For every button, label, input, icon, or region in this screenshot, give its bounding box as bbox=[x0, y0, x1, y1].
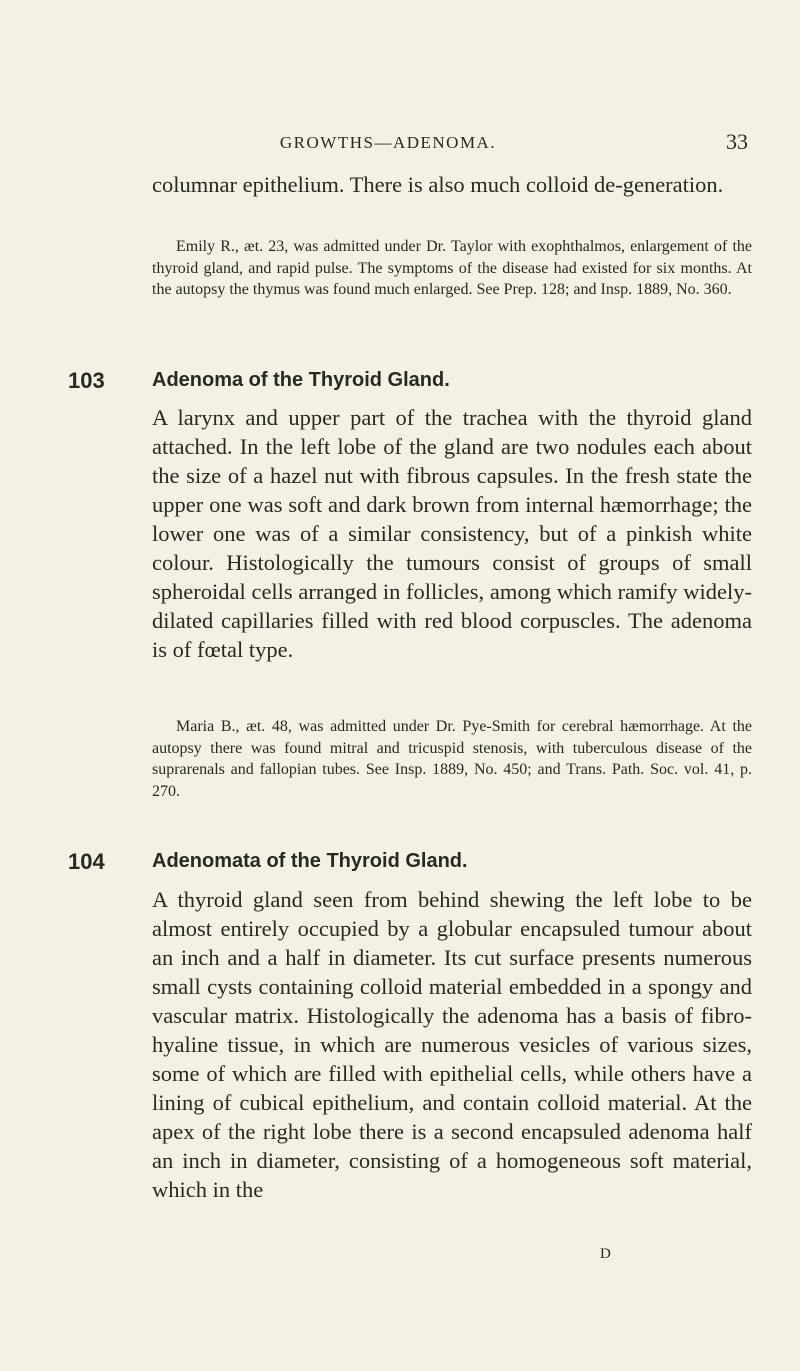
running-head bbox=[0, 129, 800, 163]
specimen-title-104: Adenomata of the Thyroid Gland. bbox=[152, 850, 468, 872]
specimen-case-note-103: Maria B., æt. 48, was admitted under Dr. Pye-Smith for cerebral hæmorrhage. At the autopsy there was found mitral and tricuspid stenosis, with tuberculous disease of the suprarenals and fallopian tubes. See Insp. 1889, No. 450; and Trans. Path. Soc. vol. 41, p. 270. bbox=[152, 718, 752, 800]
specimen-description-103: A larynx and upper part of the trachea with the thyroid gland attached. In the left lobe of the gland are two nodules each about the size of a hazel nut with fibrous capsules. In the fresh state the upper one was soft and dark brown from internal hæmorrhage; the lower one was of a similar consistency, but of a pinkish white colour. Histologically the tumours consist of groups of small spheroidal cells arranged in follicles, among which ramify widely-dilated capillaries filled with red blood corpuscles. The adenoma is of fœtal type. bbox=[152, 405, 752, 662]
page-number: 33 bbox=[726, 129, 748, 154]
continuation-case-note: Emily R., æt. 23, was admitted under Dr. Taylor with exophthalmos, enlargement of the thyroid gland, and rapid pulse. The symptoms of the disease had existed for six months. At the autopsy the thymus was found much enlarged. See Prep. 128; and Insp. 1889, No. 360. bbox=[152, 238, 752, 298]
specimen-title-103: Adenoma of the Thyroid Gland. bbox=[152, 369, 450, 391]
signature-mark: D bbox=[600, 1246, 611, 1262]
specimen-description-104: A thyroid gland seen from behind shewing the left lobe to be almost entirely occupied by a globular encapsuled tumour about an inch and a half in diameter. Its cut surface presents numerous small cysts containing colloid material embedded in a spongy and vascular matrix. Histologically the adenoma has a basis of fibro-hyaline tissue, in which are numerous vesicles of various sizes, some of which are filled with epithelial cells, while others have a lining of cubical epithelium, and contain colloid material. At the apex of the right lobe there is a second encapsuled adenoma half an inch in diameter, consisting of a homogeneous soft material, which in the bbox=[152, 887, 752, 1202]
specimen-number-104: 104 bbox=[68, 849, 105, 874]
specimen-number-103: 103 bbox=[68, 368, 105, 393]
running-title: GROWTHS—ADENOMA. bbox=[279, 133, 497, 152]
continuation-paragraph: columnar epithelium. There is also much colloid de-generation. bbox=[152, 172, 724, 197]
